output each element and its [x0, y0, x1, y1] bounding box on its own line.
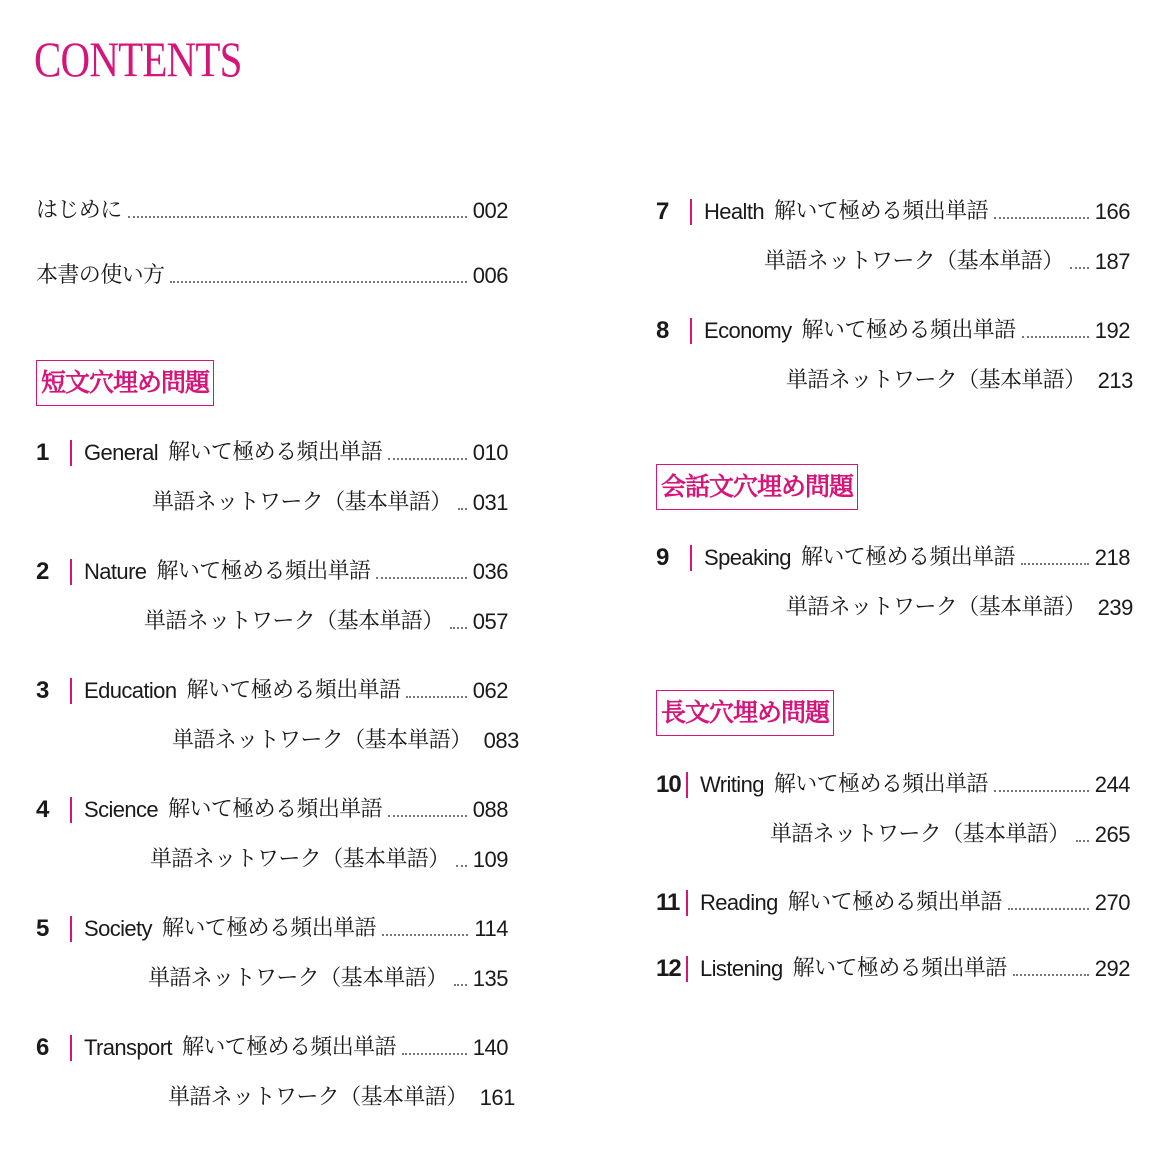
chapter-sub: 解いて極める頻出単語 [168, 797, 383, 822]
network-label: 単語ネットワーク（基本単語） [770, 822, 1070, 847]
entry-label: 本書の使い方 [36, 263, 165, 288]
toc-chapter-12[interactable] [656, 950, 1130, 984]
page-number: 057 [472, 609, 508, 634]
network-label: 単語ネットワーク（基本単語） [786, 368, 1086, 393]
chapter-sub: 解いて極める頻出単語 [186, 678, 401, 703]
dot-leader [376, 577, 466, 579]
chapter-name: Science [84, 797, 159, 822]
chapter-number: 10 [656, 771, 681, 798]
divider-bar [70, 559, 72, 585]
toc-chapter-11[interactable] [656, 884, 1130, 918]
toc-network-10[interactable] [656, 816, 1130, 850]
page-number: 114 [474, 916, 508, 941]
chapter-name: Health [704, 199, 764, 224]
entry-label: はじめに [36, 198, 122, 223]
dot-leader [456, 865, 467, 867]
divider-bar [70, 797, 72, 823]
page-number: 161 [479, 1085, 515, 1110]
page-number: 083 [483, 728, 519, 753]
toc-chapter-2[interactable] [36, 553, 508, 587]
page-number: 088 [472, 797, 508, 822]
toc-chapter-5[interactable] [36, 910, 508, 944]
page-number: 010 [472, 440, 508, 465]
chapter-sub: 解いて極める頻出単語 [801, 318, 1016, 343]
section-heading-short: 短文穴埋め問題 [36, 360, 214, 406]
chapter-number: 3 [36, 677, 49, 704]
network-label: 単語ネットワーク（基本単語） [764, 249, 1064, 274]
chapter-name: General [84, 440, 159, 465]
page-number: 002 [472, 198, 508, 223]
page-title: CONTENTS [34, 31, 242, 87]
chapter-name: Society [84, 916, 152, 941]
chapter-sub: 解いて極める頻出単語 [792, 956, 1007, 981]
toc-chapter-1[interactable] [36, 434, 508, 468]
toc-chapter-10[interactable] [656, 766, 1130, 800]
network-label: 単語ネットワーク（基本単語） [168, 1085, 468, 1110]
dot-leader [1021, 563, 1089, 565]
toc-network-6[interactable] [36, 1079, 515, 1113]
dot-leader [1076, 840, 1089, 842]
page-number: 062 [472, 678, 508, 703]
network-label: 単語ネットワーク（基本単語） [150, 847, 450, 872]
chapter-name: Writing [700, 772, 764, 797]
dot-leader [994, 217, 1089, 219]
dot-leader [128, 216, 467, 218]
chapter-sub: 解いて極める頻出単語 [787, 890, 1002, 915]
toc-chapter-3[interactable] [36, 672, 508, 706]
page-number: 140 [472, 1035, 508, 1060]
dot-leader [402, 1053, 467, 1055]
chapter-sub: 解いて極める頻出単語 [168, 440, 383, 465]
dot-leader [406, 696, 466, 698]
chapter-name: Education [84, 678, 177, 703]
dot-leader [1008, 908, 1089, 910]
page-number: 213 [1097, 368, 1133, 393]
chapter-sub: 解いて極める頻出単語 [181, 1035, 396, 1060]
toc-network-4[interactable] [36, 841, 508, 875]
page-number: 239 [1097, 595, 1133, 620]
toc-entry-intro[interactable] [36, 192, 508, 226]
chapter-sub: 解いて極める頻出単語 [773, 772, 988, 797]
chapter-number: 7 [656, 198, 669, 225]
chapter-number: 9 [656, 544, 669, 571]
chapter-sub: 解いて極める頻出単語 [161, 916, 376, 941]
toc-network-7[interactable] [656, 243, 1130, 277]
chapter-number: 8 [656, 317, 669, 344]
toc-chapter-7[interactable] [656, 193, 1130, 227]
dot-leader [1013, 974, 1089, 976]
divider-bar [690, 318, 692, 344]
chapter-number: 4 [36, 796, 49, 823]
dot-leader [388, 458, 467, 460]
toc-chapter-9[interactable] [656, 539, 1130, 573]
page-number: 265 [1094, 822, 1130, 847]
divider-bar [70, 678, 72, 704]
chapter-sub: 解いて極める頻出単語 [774, 199, 989, 224]
page-number: 187 [1094, 249, 1130, 274]
divider-bar [70, 916, 72, 942]
network-label: 単語ネットワーク（基本単語） [152, 490, 452, 515]
divider-bar [690, 199, 692, 225]
dot-leader [382, 934, 468, 936]
chapter-name: Economy [704, 318, 792, 343]
toc-chapter-6[interactable] [36, 1029, 508, 1063]
chapter-number: 2 [36, 558, 49, 585]
dot-leader [994, 790, 1089, 792]
page-number: 244 [1094, 772, 1130, 797]
toc-network-2[interactable] [36, 603, 508, 637]
divider-bar [686, 890, 688, 916]
divider-bar [690, 545, 692, 571]
page-number: 036 [472, 559, 508, 584]
page-number: 270 [1094, 890, 1130, 915]
page-number: 031 [472, 490, 508, 515]
toc-chapter-4[interactable] [36, 791, 508, 825]
network-label: 単語ネットワーク（基本単語） [144, 609, 444, 634]
dot-leader [454, 984, 467, 986]
network-label: 単語ネットワーク（基本単語） [786, 595, 1086, 620]
chapter-number: 12 [656, 955, 681, 982]
page-number: 166 [1094, 199, 1130, 224]
network-label: 単語ネットワーク（基本単語） [172, 728, 472, 753]
page-number: 218 [1094, 545, 1130, 570]
divider-bar [70, 440, 72, 466]
chapter-number: 5 [36, 915, 49, 942]
chapter-sub: 解いて極める頻出単語 [156, 559, 371, 584]
section-heading-conversation: 会話文穴埋め問題 [656, 464, 858, 510]
toc-network-8[interactable] [656, 362, 1133, 396]
dot-leader [458, 508, 467, 510]
toc-network-3[interactable] [36, 722, 519, 756]
network-label: 単語ネットワーク（基本単語） [148, 966, 448, 991]
chapter-number: 1 [36, 439, 49, 466]
toc-chapter-8[interactable] [656, 312, 1130, 346]
chapter-number: 6 [36, 1034, 49, 1061]
dot-leader [450, 627, 467, 629]
page-number: 192 [1094, 318, 1130, 343]
divider-bar [70, 1035, 72, 1061]
chapter-number: 11 [656, 889, 680, 916]
divider-bar [686, 956, 688, 982]
page-number: 006 [472, 263, 508, 288]
toc-network-5[interactable] [36, 960, 508, 994]
dot-leader [1022, 336, 1089, 338]
page-number: 292 [1094, 956, 1130, 981]
page-number: 109 [472, 847, 508, 872]
page-number: 135 [472, 966, 508, 991]
chapter-name: Transport [84, 1035, 172, 1060]
section-heading-long: 長文穴埋め問題 [656, 690, 834, 736]
toc-network-9[interactable] [656, 589, 1133, 623]
divider-bar [686, 772, 688, 798]
dot-leader [388, 815, 467, 817]
dot-leader [170, 281, 466, 283]
chapter-sub: 解いて極める頻出単語 [800, 545, 1015, 570]
toc-entry-how-to-use[interactable] [36, 257, 508, 291]
chapter-name: Listening [700, 956, 783, 981]
dot-leader [1070, 267, 1089, 269]
chapter-name: Nature [84, 559, 147, 584]
chapter-name: Reading [700, 890, 778, 915]
toc-network-1[interactable] [36, 484, 508, 518]
chapter-name: Speaking [704, 545, 791, 570]
